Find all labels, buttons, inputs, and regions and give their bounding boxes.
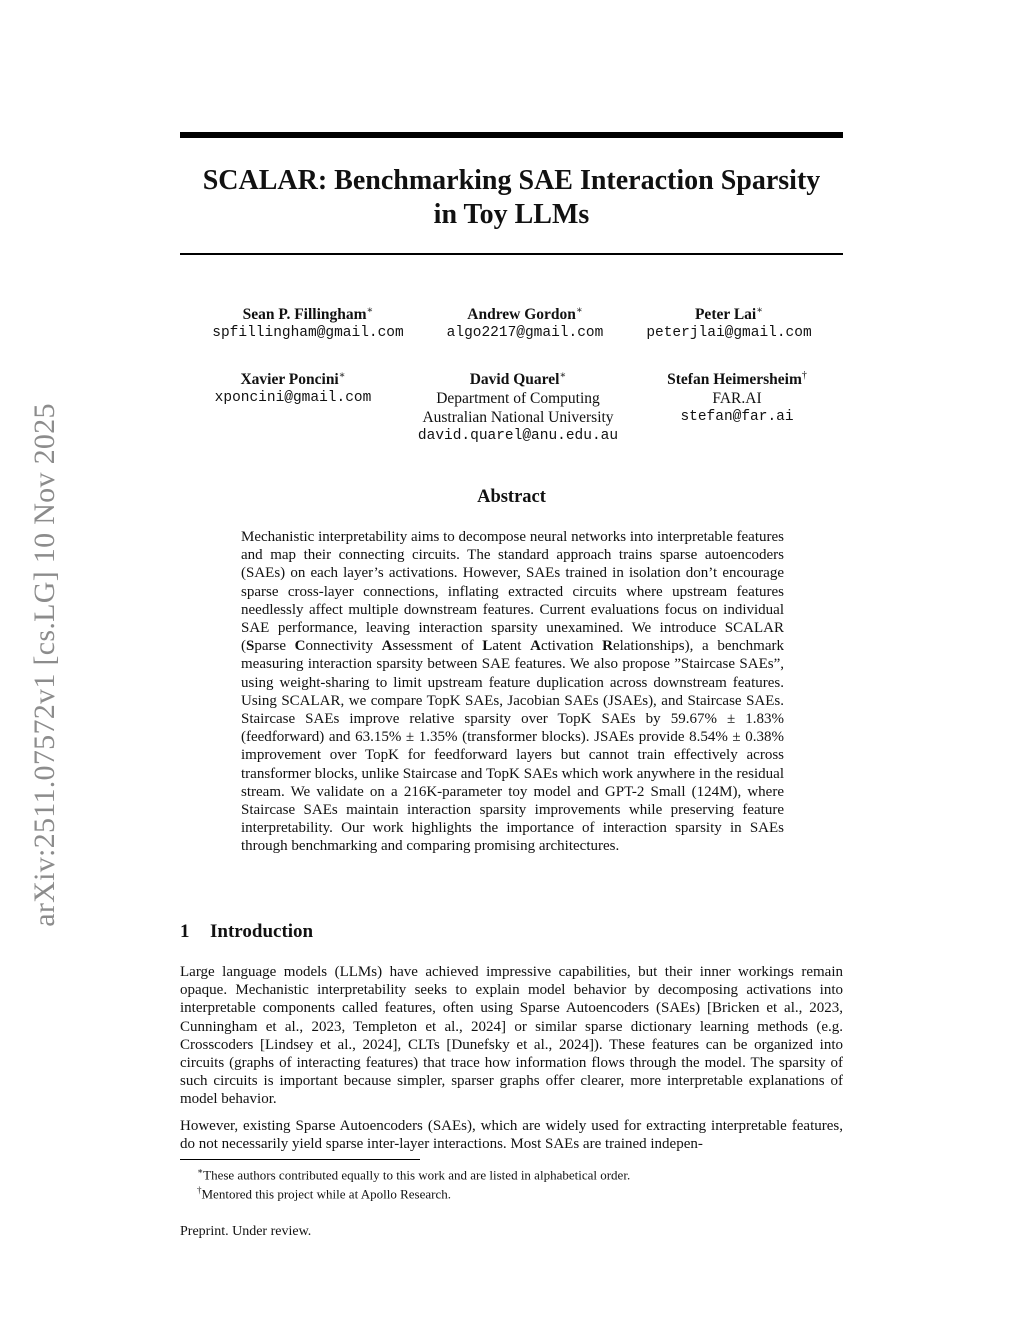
arxiv-side-label xyxy=(16,370,74,960)
abstract-heading: Abstract xyxy=(477,487,546,507)
acronym-word: ctivation xyxy=(540,638,603,655)
author-name: Stefan Heimersheim xyxy=(667,371,802,389)
acronym-word: onnectivity xyxy=(305,638,382,655)
footnote-1 xyxy=(197,1163,630,1183)
abstract-text xyxy=(241,528,784,856)
title-line-2: in Toy LLMs xyxy=(433,199,590,230)
title-line-1: SCALAR: Benchmarking SAE Interaction Sparsity xyxy=(202,165,821,196)
author-name: Peter Lai xyxy=(694,306,757,324)
author-block-5 xyxy=(398,366,638,446)
abstract-part-1: Mechanistic interpretability aims to decompose neural networks into interpretable features and map their connecting circuits. The standard approach trains sparse autoencoders (SAEs) on each layer’s activations. However, SAEs trained in isolation don’t encourage sparse cross-layer connections, inflating extracted circuits where upstream features needlessly affect multiple downstream features. Current evaluations focus on individual SAE performance, leaving interaction sparsity unexamined. We introduce SCALAR ( xyxy=(241,529,784,655)
acronym-letter: S xyxy=(246,638,255,655)
author-email: spfillingham@gmail.com xyxy=(212,325,404,342)
acronym-letter: A xyxy=(530,638,541,655)
acronym-word: elationships xyxy=(612,638,685,655)
section-heading-introduction xyxy=(180,921,313,943)
author-institution: Australian National University xyxy=(422,409,614,427)
author-mark: ∗ xyxy=(575,305,583,316)
footnote-text: These authors contributed equally to this work and are listed in alphabetical order. xyxy=(203,1167,631,1183)
author-name: Sean P. Fillingham xyxy=(242,306,367,324)
author-department: Department of Computing xyxy=(436,390,600,408)
intro-paragraph-2: However, existing Sparse Autoencoders (SAEs), which are widely used for extracting interpretable features, do not necessarily yield sparse inter-layer interactions. Most SAEs are trained indepen- xyxy=(180,1118,843,1153)
author-block-1 xyxy=(188,301,428,343)
author-email: stefan@far.ai xyxy=(680,409,794,426)
paper-title xyxy=(180,164,843,232)
footnote-2 xyxy=(197,1182,451,1202)
abstract-part-2: ), a benchmark measuring interaction sparsity between SAE features. We also propose ”Staircase SAEs”, using weight-sharing to limit upstream feature duplication across downstream features. Using SCALAR, we compare TopK SAEs, Jacobian SAEs (JSAEs), and Staircase SAEs. Staircase SAEs improve relative sparsity over TopK SAEs by 59.67% ± 1.83% (feedforward) and 63.15% ± 1.35% (transformer blocks). JSAEs provide 8.54% ± 0.38% improvement over TopK for feedforward layers but cannot train effectively across transformer blocks, unlike Staircase and TopK SAEs which work anywhere in the residual stream. We validate on a 216K-parameter toy model and GPT-2 Small (124M), where Staircase SAEs maintain interaction sparsity improvements while preserving feature interpretability. Our work highlights the importance of interaction sparsity in SAEs through benchmarking and comparing promising architectures. xyxy=(241,638,784,855)
author-mark: ∗ xyxy=(338,370,346,381)
acronym-letter: C xyxy=(294,638,306,655)
author-name: Andrew Gordon xyxy=(467,306,576,324)
acronym-letter: A xyxy=(381,638,393,655)
acronym-word: parse xyxy=(254,638,295,655)
author-email: xponcini@gmail.com xyxy=(214,390,372,407)
author-name: Xavier Poncini xyxy=(240,371,339,389)
section-title: Introduction xyxy=(210,921,314,942)
author-institution: FAR.AI xyxy=(712,390,762,408)
author-block-3 xyxy=(609,301,849,343)
author-block-4 xyxy=(173,366,413,408)
title-bottom-rule xyxy=(180,253,843,255)
section-number: 1 xyxy=(180,921,190,942)
intro-paragraph-1: Large language models (LLMs) have achieved impressive capabilities, but their inner workings remain opaque. Mechanistic interpretability seeks to explain model behavior by decomposing activations into interpretable components called features, often using Sparse Autoencoders (SAEs) [Bricken et al., 2023, Cunningham et al., 2023, Templeton et al., 2024] or similar sparse dictionary learning methods (e.g. Crosscoders [Lindsey et al., 2024], CLTs [Dunefsky et al., 2024]). These features can be organized into circuits (graphs of interacting features) that trace how information flows through the model. The sparsity of such circuits is important because simpler, sparser graphs offer clearer, more interpretable explanations of model behavior. xyxy=(180,964,843,1108)
author-email: algo2217@gmail.com xyxy=(446,325,604,342)
acronym-letter: R xyxy=(602,638,613,655)
preprint-notice: Preprint. Under review. xyxy=(180,1224,312,1239)
arxiv-identifier: arXiv:2511.07572v1 [cs.LG] 10 Nov 2025 xyxy=(28,403,61,927)
author-block-6 xyxy=(617,366,857,427)
acronym-letter: L xyxy=(482,638,493,655)
author-mark: ∗ xyxy=(366,305,374,316)
acronym-word: atent xyxy=(492,638,531,655)
author-email: david.quarel@anu.edu.au xyxy=(417,428,619,445)
footnote-text: Mentored this project while at Apollo Research. xyxy=(201,1186,451,1202)
footnote-mark: † xyxy=(197,1185,202,1195)
author-email: peterjlai@gmail.com xyxy=(646,325,812,342)
footnote-rule xyxy=(180,1159,420,1160)
author-name: David Quarel xyxy=(469,371,560,389)
author-mark: ∗ xyxy=(756,305,764,316)
author-mark: † xyxy=(801,370,807,381)
author-mark: ∗ xyxy=(559,370,567,381)
footnote-mark: ∗ xyxy=(197,1166,204,1176)
title-top-rule xyxy=(180,132,843,138)
acronym-word: ssessment of xyxy=(392,638,483,655)
